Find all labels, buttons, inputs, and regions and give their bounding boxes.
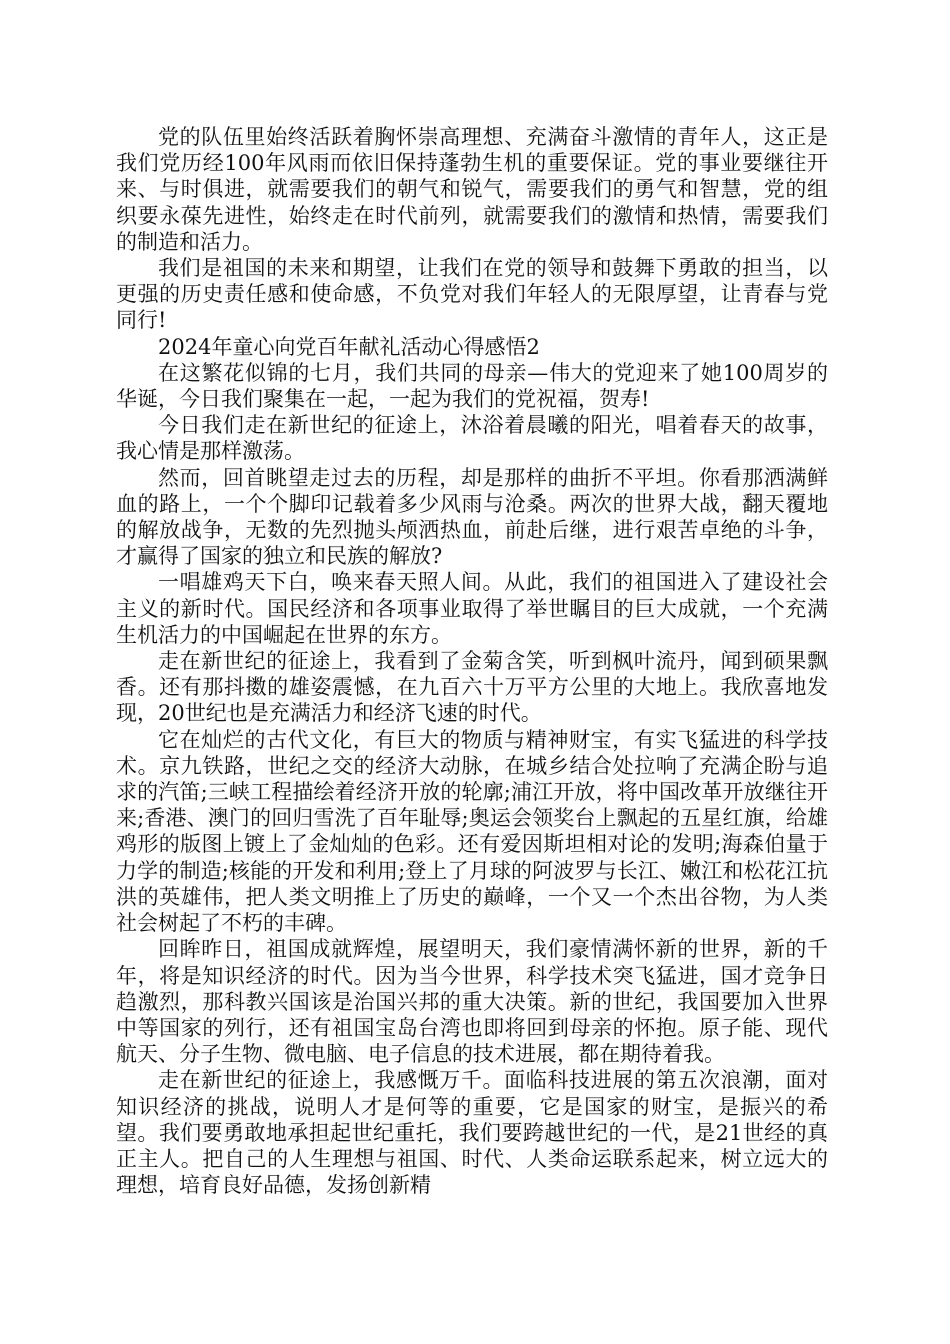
paragraph: 然而，回首眺望走过去的历程，却是那样的曲折不平坦。你看那洒满鲜血的路上，一个个脚印记载着多少风雨与沧桑。两次的世界大战，翻天覆地的解放战争，无数的先烈抛头颅洒热血，前赴后继，进行艰苦卓绝的斗争，才赢得了国家的独立和民族的解放? (116, 465, 828, 569)
paragraph: 党的队伍里始终活跃着胸怀崇高理想、充满奋斗激情的青年人，这正是我们党历经100年风雨而依旧保持蓬勃生机的重要保证。党的事业要继往开来、与时俱进，就需要我们的朝气和锐气，需要我们的勇气和智慧，党的组织要永葆先进性，始终走在时代前列，就需要我们的激情和热情，需要我们的制造和活力。 (116, 125, 828, 254)
paragraph: 一唱雄鸡天下白，唤来春天照人间。从此，我们的祖国进入了建设社会主义的新时代。国民经济和各项事业取得了举世瞩目的巨大成就，一个充满生机活力的中国崛起在世界的东方。 (116, 570, 828, 647)
paragraph: 我们是祖国的未来和期望，让我们在党的领导和鼓舞下勇敢的担当，以更强的历史责任感和使命感，不负党对我们年轻人的无限厚望，让青春与党同行! (116, 256, 828, 333)
section-title: 2024年童心向党百年献礼活动心得感悟2 (158, 334, 540, 359)
paragraph: 它在灿烂的古代文化，有巨大的物质与精神财宝，有实飞猛进的科学技术。京九铁路，世纪之交的经济大动脉，在城乡结合处拉响了充满企盼与追求的汽笛;三峡工程描绘着经济开放的轮廓;浦江开放，将中国改革开放继往开来;香港、澳门的回归雪洗了百年耻辱;奥运会领奖台上飘起的五星红旗，给雄鸡形的版图上镀上了金灿灿的色彩。还有爱因斯坦相对论的发明;海森伯量于力学的制造;核能的开发和利用;登上了月球的阿波罗与长江、嫩江和松花江抗洪的英雄伟，把人类文明推上了历史的巅峰，一个又一个杰出谷物，为人类社会树起了不朽的丰碑。 (116, 727, 828, 936)
document-body (116, 124, 828, 1198)
paragraph: 回眸昨日，祖国成就辉煌，展望明天，我们豪情满怀新的世界，新的千年，将是知识经济的时代。因为当今世界，科学技术突飞猛进，国才竞争日趋激烈，那科教兴国该是治国兴邦的重大决策。新的世纪，我国要加入世界中等国家的列行，还有祖国宝岛台湾也即将回到母亲的怀抱。原子能、现代航天、分子生物、微电脑、电子信息的技术进展，都在期待着我。 (116, 937, 828, 1067)
paragraph: 在这繁花似锦的七月，我们共同的母亲—伟大的党迎来了她100周岁的华诞，今日我们聚集在一起，一起为我们的党祝福，贺寿! (116, 360, 828, 412)
paragraph: 今日我们走在新世纪的征途上，沐浴着晨曦的阳光，唱着春天的故事，我心情是那样激荡。 (116, 413, 828, 464)
paragraph: 走在新世纪的征途上，我感慨万千。面临科技进展的第五次浪潮，面对知识经济的挑战，说明人才是何等的重要，它是国家的财宝，是振兴的希望。我们要勇敢地承担起世纪重托，我们要跨越世纪的一代，是21世经的真正主人。把自己的人生理想与祖国、时代、人类命运联系起来，树立远大的理想，培育良好品德，发扬创新精 (116, 1068, 828, 1198)
paragraph: 走在新世纪的征途上，我看到了金菊含笑，听到枫叶流丹，闻到硕果飘香。还有那抖擞的雄姿震憾，在九百六十万平方公里的大地上。我欣喜地发现，20世纪也是充满活力和经济飞速的时代。 (116, 649, 828, 726)
